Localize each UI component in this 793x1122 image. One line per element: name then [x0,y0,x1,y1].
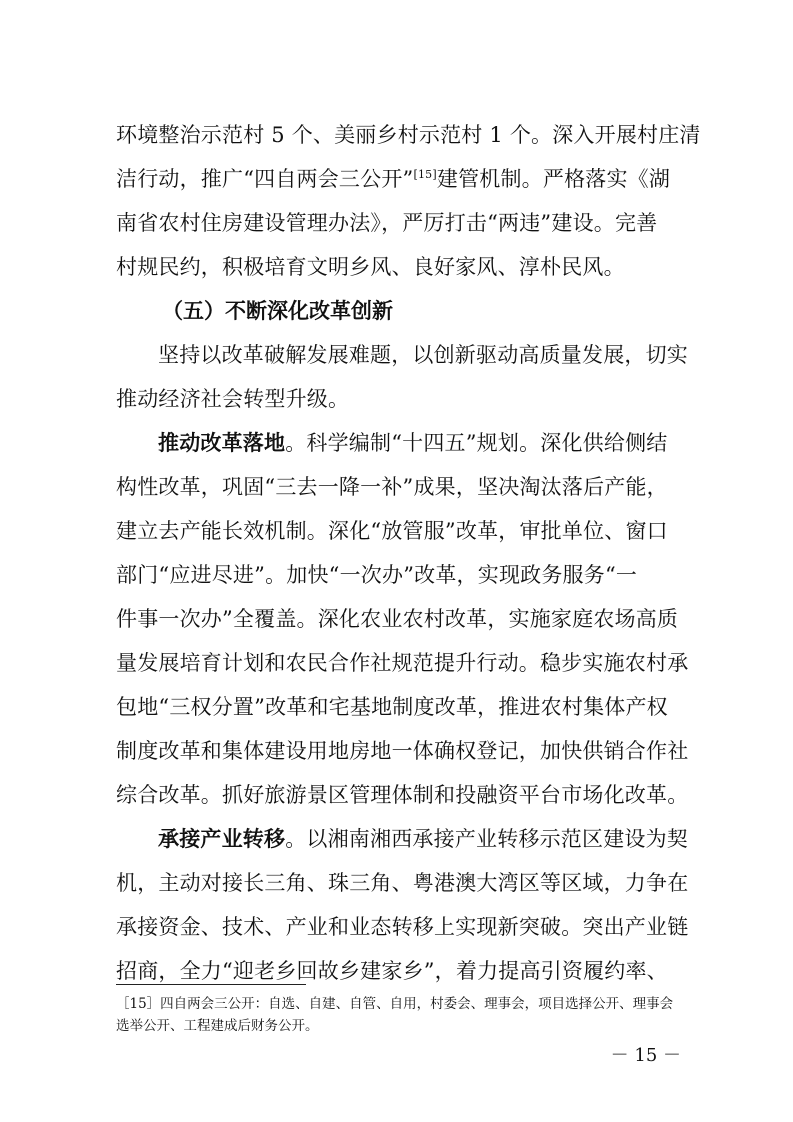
paragraph-line: 量发展培育计划和农民合作社规范提升行动。稳步实施农村承 [116,651,689,675]
paragraph-line: 部门“应进尽进”。加快“一次办”改革，实现政务服务“一 [116,563,638,587]
paragraph-line: 综合改革。抓好旅游景区管理体制和投融资平台市场化改革。 [116,783,689,807]
paragraph-line: 坚持以改革破解发展难题，以创新驱动高质量发展，切实 [158,343,688,367]
paragraph-line: 制度改革和集体建设用地房地一体确权登记，加快供销合作社 [116,739,689,763]
paragraph-line [116,163,670,195]
footnote-line: ［15］四自两会三公开：自选、自建、自管、自用，村委会、理事会，项目选择公开、理事会 [116,996,674,1012]
paragraph-line [158,427,667,459]
paragraph-line: 建立去产能长效机制。深化“放管服”改革，审批单位、窗口 [116,519,668,543]
text-segment: 。科学编制“十四五”规划。深化供给侧结 [285,431,668,455]
paragraph-line: 推动经济社会转型升级。 [116,387,350,411]
paragraph-line: 环境整治示范村 5 个、美丽乡村示范村 1 个。深入开展村庄清 [116,123,701,147]
paragraph-line: 构性改革，巩固“三去一降一补”成果，坚决淘汰落后产能， [116,475,668,499]
lead-phrase: 承接产业转移 [158,826,286,851]
page-number: － 15 － [610,1045,681,1066]
paragraph-line: 件事一次办”全覆盖。深化农业农村改革，实施家庭农场高质 [116,607,679,631]
footnote-separator [116,984,306,985]
section-heading: （五）不断深化改革创新 [162,298,393,323]
paragraph-line: 招商，全力“迎老乡回故乡建家乡”，着力提高引资履约率、 [116,959,668,983]
lead-phrase: 推动改革落地 [158,430,286,455]
text-segment: 建管机制。严格落实《湖 [436,167,671,191]
paragraph-line: 机，主动对接长三角、珠三角、粤港澳大湾区等区域，力争在 [116,871,689,895]
paragraph-line: 村规民约，积极培育文明乡风、良好家风、淳朴民风。 [116,255,625,279]
paragraph-line: 南省农村住房建设管理办法》，严厉打击“两违”建设。完善 [116,211,658,235]
paragraph-line: 包地“三权分置”改革和宅基地制度改革，推进农村集体产权 [116,695,668,719]
text-segment: 洁行动，推广“四自两会三公开” [116,167,414,191]
paragraph-line: 承接资金、技术、产业和业态转移上实现新突破。突出产业链 [116,915,689,939]
footnote-reference: [15] [413,168,437,181]
footnote-line: 选举公开、工程建成后财务公开。 [116,1018,319,1034]
text-segment: 。以湘南湘西承接产业转移示范区建设为契 [285,827,689,851]
paragraph-line [158,823,688,855]
